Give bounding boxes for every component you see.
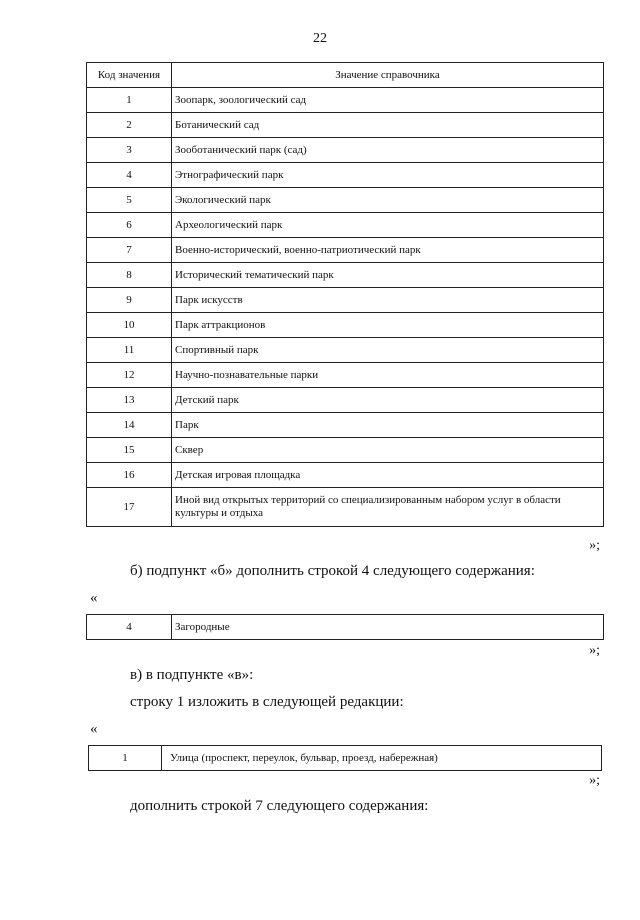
page-number: 22 bbox=[313, 31, 327, 46]
row-code: 5 bbox=[87, 188, 172, 213]
paragraph-v: в) в подпункте «в»: bbox=[130, 667, 254, 683]
opening-quote-1: « bbox=[90, 590, 98, 606]
table-row bbox=[87, 413, 604, 438]
row-value: Детская игровая площадка bbox=[172, 463, 604, 488]
row-code: 7 bbox=[87, 238, 172, 263]
table-b-value: Загородные bbox=[172, 615, 604, 640]
table-row bbox=[87, 288, 604, 313]
table-row bbox=[87, 363, 604, 388]
row-value: Военно-исторический, военно-патриотический парк bbox=[172, 238, 604, 263]
header-value: Значение справочника bbox=[172, 63, 604, 88]
row-value: Ботанический сад bbox=[172, 113, 604, 138]
row-code: 9 bbox=[87, 288, 172, 313]
reference-table-body bbox=[87, 88, 604, 527]
row-value: Зоопарк, зоологический сад bbox=[172, 88, 604, 113]
row-value: Спортивный парк bbox=[172, 338, 604, 363]
paragraph-b: б) подпункт «б» дополнить строкой 4 следующего содержания: bbox=[130, 563, 535, 579]
table-row bbox=[87, 615, 604, 640]
table-row bbox=[87, 313, 604, 338]
row-code: 17 bbox=[87, 488, 172, 527]
table-row bbox=[87, 138, 604, 163]
row-value: Зооботанический парк (сад) bbox=[172, 138, 604, 163]
table-b-code: 4 bbox=[87, 615, 172, 640]
table-b bbox=[86, 614, 604, 640]
row-value: Археологический парк bbox=[172, 213, 604, 238]
closing-quote-2: »; bbox=[589, 643, 600, 658]
row-code: 11 bbox=[87, 338, 172, 363]
row-code: 13 bbox=[87, 388, 172, 413]
table-row bbox=[89, 746, 602, 771]
table-header-row bbox=[87, 63, 604, 88]
row-value: Научно-познавательные парки bbox=[172, 363, 604, 388]
table-row bbox=[87, 113, 604, 138]
paragraph-v-line-2: дополнить строкой 7 следующего содержания: bbox=[130, 798, 429, 814]
row-code: 16 bbox=[87, 463, 172, 488]
table-row bbox=[87, 238, 604, 263]
table-row bbox=[87, 213, 604, 238]
row-code: 12 bbox=[87, 363, 172, 388]
row-code: 1 bbox=[87, 88, 172, 113]
table-row bbox=[87, 188, 604, 213]
header-code: Код значения bbox=[87, 63, 172, 88]
row-value: Парк bbox=[172, 413, 604, 438]
row-value: Исторический тематический парк bbox=[172, 263, 604, 288]
row-value: Детский парк bbox=[172, 388, 604, 413]
row-value: Этнографический парк bbox=[172, 163, 604, 188]
row-value: Парк аттракционов bbox=[172, 313, 604, 338]
opening-quote-2: « bbox=[90, 721, 98, 737]
reference-table bbox=[86, 62, 604, 527]
table-row bbox=[87, 438, 604, 463]
row-value: Иной вид открытых территорий со специализированным набором услуг в области культуры и отдыха bbox=[172, 488, 604, 527]
row-code: 14 bbox=[87, 413, 172, 438]
closing-quote-1: »; bbox=[589, 538, 600, 553]
table-row bbox=[87, 88, 604, 113]
table-row bbox=[87, 338, 604, 363]
row-code: 2 bbox=[87, 113, 172, 138]
table-row bbox=[87, 388, 604, 413]
row-value: Экологический парк bbox=[172, 188, 604, 213]
closing-quote-3: »; bbox=[589, 773, 600, 788]
row-code: 3 bbox=[87, 138, 172, 163]
row-code: 8 bbox=[87, 263, 172, 288]
row-value: Сквер bbox=[172, 438, 604, 463]
table-row bbox=[87, 163, 604, 188]
row-code: 15 bbox=[87, 438, 172, 463]
row-code: 10 bbox=[87, 313, 172, 338]
table-row bbox=[87, 263, 604, 288]
table-row bbox=[87, 463, 604, 488]
table-v-code: 1 bbox=[89, 746, 162, 771]
row-code: 4 bbox=[87, 163, 172, 188]
table-v bbox=[88, 745, 602, 771]
row-code: 6 bbox=[87, 213, 172, 238]
table-row bbox=[87, 488, 604, 527]
table-v-value: Улица (проспект, переулок, бульвар, проезд, набережная) bbox=[162, 746, 602, 771]
paragraph-v-line-1: строку 1 изложить в следующей редакции: bbox=[130, 694, 404, 710]
row-value: Парк искусств bbox=[172, 288, 604, 313]
